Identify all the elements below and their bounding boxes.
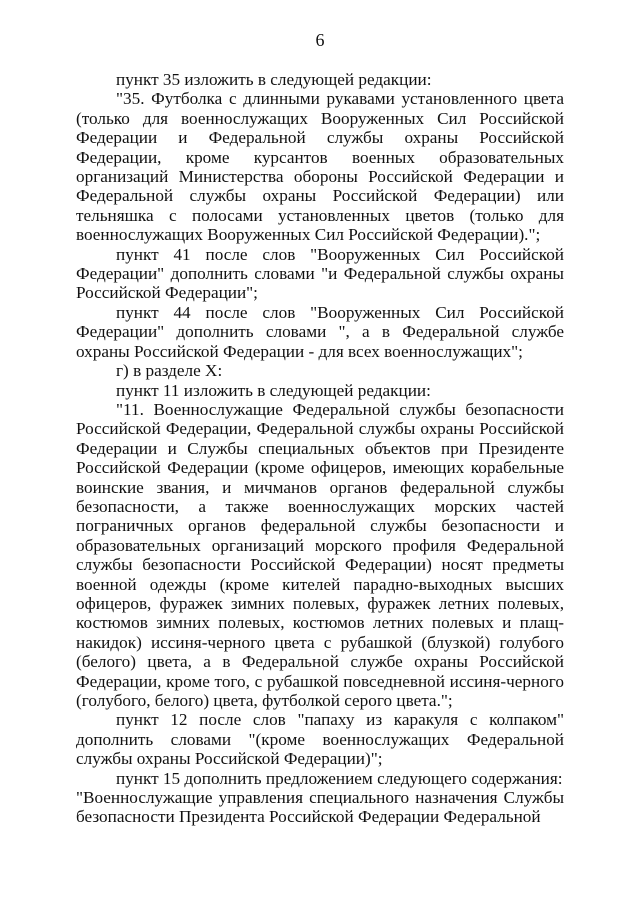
paragraph-9: пункт 15 дополнить предложением следующего содержания: bbox=[116, 768, 563, 788]
paragraph-5: г) в разделе X: bbox=[116, 361, 223, 381]
paragraph-6: пункт 11 изложить в следующей редакции: bbox=[116, 380, 431, 400]
page-number: 6 bbox=[315, 30, 325, 50]
paragraph-2: "35. Футболка с длинными рукавами установленного цвета (только для военнослужащих Вооруженных Сил Российской Федерации и Федеральной службы охраны Российской Федерации, кроме курсантов военных образовательных организаций Министерства обороны Российской Федерации и Федеральной службы охраны Российской Федерации) или тельняшка с полосами установленных цветов (только для военнослужащих Вооруженных Сил Российской Федерации)."; bbox=[76, 89, 564, 245]
paragraph-3: пункт 41 после слов "Вооруженных Сил Российской Федерации" дополнить словами "и Федеральной службы охраны Российской Федерации"; bbox=[76, 244, 564, 303]
paragraph-7: "11. Военнослужащие Федеральной службы безопасности Российской Федерации, Федеральной службы охраны Российской Федерации и Службы специальных объектов при Президенте Российской Федерации (кроме офицеров, имеющих корабельные воинские звания, и мичманов органов федеральной службы безопасности, а также военнослужащих морских частей пограничных органов федеральной службы безопасности и образовательных организаций морского профиля Федеральной службы безопасности Российской Федерации) носят предметы военной одежды (кроме кителей парадно-выходных высших офицеров, фуражек зимних полевых, фуражек летних полевых, костюмов зимних полевых, костюмов летних полевых и плащ-накидок) иссиня-черного цвета с рубашкой (блузкой) голубого (белого) цвета, а в Федеральной службе охраны Российской Федерации, кроме того, с рубашкой повседневной иссиня-черного (голубого, белого) цвета, футболкой серого цвета."; bbox=[76, 399, 564, 710]
paragraph-10: "Военнослужащие управления специального назначения Службы безопасности Президента Российской Федерации Федеральной bbox=[76, 788, 564, 827]
document-body bbox=[76, 70, 564, 827]
paragraph-4: пункт 44 после слов "Вооруженных Сил Российской Федерации" дополнить словами ", а в Федеральной службе охраны Российской Федерации - для всех военнослужащих"; bbox=[76, 302, 564, 361]
paragraph-8: пункт 12 после слов "папаху из каракуля с колпаком" дополнить словами "(кроме военнослужащих Федеральной службы охраны Российской Федерации)"; bbox=[76, 710, 564, 769]
paragraph-1: пункт 35 изложить в следующей редакции: bbox=[116, 70, 432, 89]
